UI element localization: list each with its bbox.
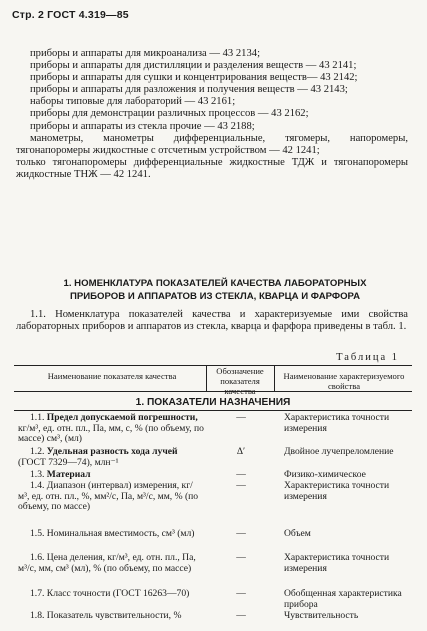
list-item: приборы и аппараты для сушки и концентрирования веществ— 43 2142; [30,72,358,84]
list-item: приборы и аппараты для разложения и получения веществ — 43 2143; [30,84,348,96]
indicator-cell [18,481,204,513]
indicator-cell [18,413,204,445]
symbol-cell: — [236,610,246,621]
indicator-name: Диапазон (интервал) измерения, кг/м³, ед. отн. пл., %, мм²/с, Па, м³/с, мм, % (по объему, по массе) [18,480,199,513]
row-number: 1.1. [30,412,45,423]
symbol-cell: Δ′ [236,446,246,457]
row-number: 1.3. [30,469,45,480]
property-cell: Физико-химическое [284,469,366,480]
column-header-property: Наименование характеризуемого свойства [283,371,405,391]
row-number: 1.4. [30,480,45,491]
property-cell: Характеристика точности измерения [284,480,390,502]
indicator-name-bold: Предел допускаемой погрешности, [46,412,198,423]
indicator-cell [18,529,204,540]
indicator-name: Номинальная вместимость, см³ (мл) [46,528,195,539]
intro-paragraph [16,309,408,333]
row-number: 1.2. [30,446,45,457]
indicator-name-bold: Материал [46,469,91,480]
list-item: приборы и аппараты из стекла прочие — 43 2188; [30,120,255,132]
property-cell: Объем [284,528,311,539]
symbol-cell: — [236,528,246,539]
column-divider [206,365,207,391]
classifier-list [16,48,408,181]
indicator-name: (ГОСТ 7329—74), млн⁻¹ [18,456,119,468]
section-title: 1. НОМЕНКЛАТУРА ПОКАЗАТЕЛЕЙ КАЧЕСТВА ЛАБОРАТОРНЫХ ПРИБОРОВ И АППАРАТОВ ИЗ СТЕКЛА, КВАРЦА И ФАРФОРА [63,278,367,302]
symbol-cell: — [236,480,246,491]
property-cell: Обобщенная характеристика прибора [284,588,402,610]
indicator-cell [18,589,204,600]
indicator-cell [18,553,204,574]
symbol-cell: — [236,469,246,480]
indicator-cell [18,611,204,622]
property-cell: Чувствительность [284,610,359,621]
row-number: 1.8. [30,610,45,621]
column-header-symbol: Обозначение показателя качества [216,366,264,396]
column-divider [274,365,275,391]
list-item: приборы и аппараты для дистилляции и разделения веществ — 43 2141; [30,60,357,72]
list-item: приборы и аппараты для микроанализа — 43 2134; [30,48,261,59]
table-caption: Таблица 1 [336,352,399,363]
symbol-cell: — [236,588,246,599]
row-number: 1.6. [30,552,45,563]
property-cell: Характеристика точности измерения [284,412,390,434]
group-rule [14,410,412,411]
row-number: 1.7. [30,588,45,599]
indicator-name-bold: Удельная разность хода лучей [46,446,178,457]
symbol-cell: — [236,412,246,423]
indicator-name: Класс точности (ГОСТ 16263—70) [46,588,190,599]
list-tail: только тягонапоромеры дифференциальные жидкостные ТДЖ и тягонапоромеры жидкостные ТНЖ — 42 1241. [16,156,408,180]
list-item: манометры, манометры дифференциальные, тягомеры, напоромеры, тягонапоромеры жидкостные с отсчетным устройством — 42 1241; [16,132,408,156]
row-number: 1.5. [30,528,45,539]
property-cell: Двойное лучепреломление [284,446,394,457]
indicator-cell [18,447,204,468]
indicator-name: кг/м³, ед. отн. пл., Па, мм, с, % (по объему, по массе) см³, (мл) [18,422,204,445]
property-cell: Характеристика точности измерения [284,552,390,574]
indicator-name: Показатель чувствительности, % [46,610,182,621]
symbol-cell: — [236,552,246,563]
indicator-name: Цена деления, кг/м³, ед. отн. пл., Па, м³/с, мм, см³ (мл), % (по объему, по массе) [18,552,196,574]
list-item: наборы типовые для лабораторий — 43 2161; [30,96,236,108]
group-title: 1. ПОКАЗАТЕЛИ НАЗНАЧЕНИЯ [135,397,291,408]
column-header-indicator: Наименование показателя качества [47,371,177,381]
intro-text: 1.1. Номенклатура показателей качества и характеризуемые ими свойства лабораторных приборов и аппаратов из стекла, кварца и фарфора приведены в табл. 1. [16,309,408,333]
list-item: приборы для демонстрации различных процессов — 43 2162; [30,108,309,120]
indicator-cell [18,470,204,481]
page-header: Стр. 2 ГОСТ 4.319—85 [12,9,129,21]
